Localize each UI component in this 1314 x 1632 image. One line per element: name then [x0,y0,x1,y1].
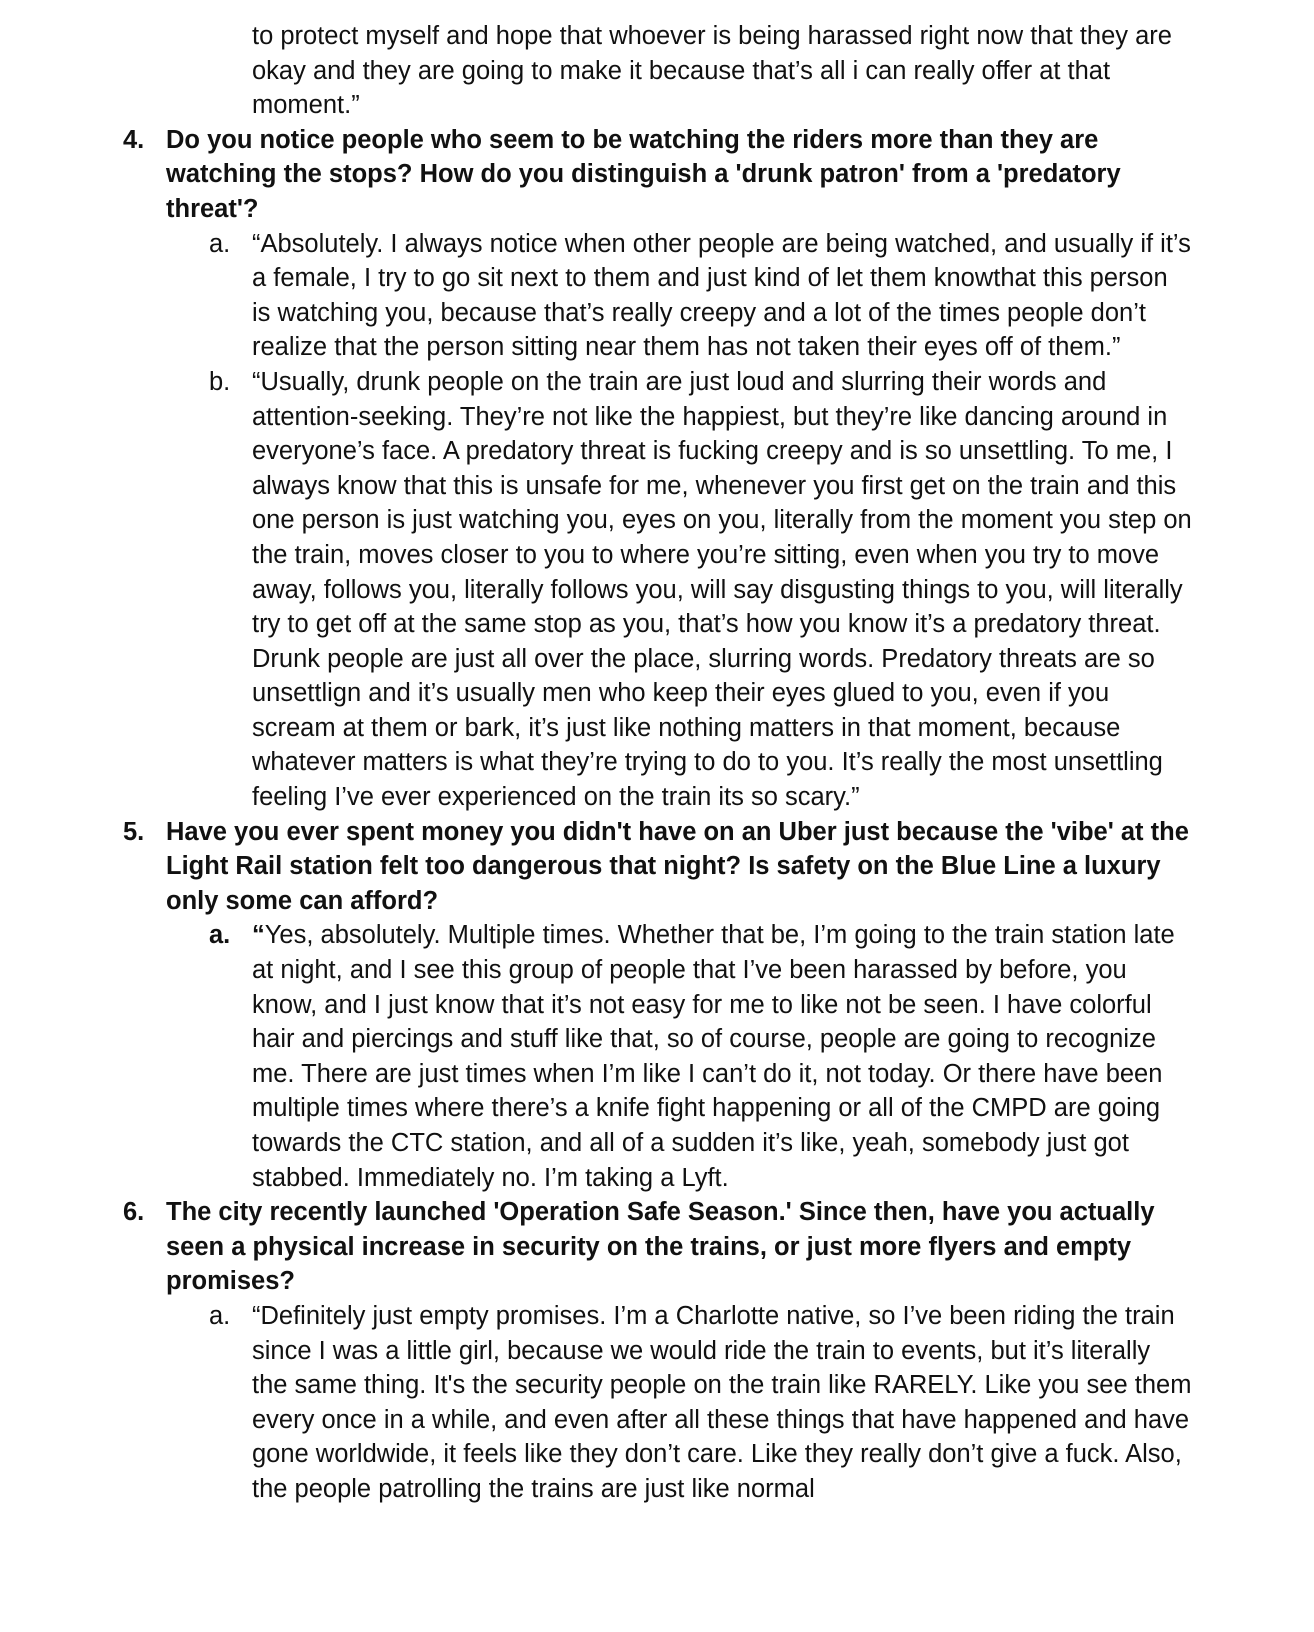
answer-text: “Definitely just empty promises. I’m a Charlotte native, so I’ve been riding the train since I was a little girl, because we would ride the train to events, but it’s literally the same thing. It's the security people on the train like RARELY. Like you see them every once in a while, and even after all these things that have happened and have gone worldwide, it feels like they don’t care. Like they really don’t give a fuck. Also, the people patrolling the trains are just like normal [252,1301,1192,1503]
answer-text: “Absolutely. I always notice when other people are being watched, and usually if it’s a female, I try to go sit next to them and just kind of let them knowthat this person is watching you, because that’s really creepy and a lot of the times people don’t realize that the person sitting near them has not taken their eyes off of them.” [252,229,1191,362]
answer-5a [209,918,1192,1195]
answer-continuation: to protect myself and hope that whoever is being harassed right now that they are okay and they are going to make it because that’s all i can really offer at that moment.” [252,22,1172,120]
document-page [0,19,1314,1507]
question-text: Have you ever spent money you didn't have on an Uber just because the 'vibe' at the Light Rail station felt too dangerous that night? Is safety on the Blue Line a luxury only some can afford? [166,817,1189,915]
answer-6a [209,1299,1192,1507]
question-number: 5. [123,817,145,846]
answer-text: “Usually, drunk people on the train are just loud and slurring their words and attention-seeking. They’re not like the happiest, but they’re like dancing around in everyone’s face. A predatory threat is fucking creepy and is so unsettling. To me, I always know that this is unsafe for me, whenever you first get on the train and this one person is just watching you, eyes on you, literally from the moment you step on the train, moves closer to you to where you’re sitting, even when you try to move away, follows you, literally follows you, will say disgusting things to you, will literally try to get off at the same stop as you, that’s how you know it’s a predatory threat. Drunk people are just all over the place, slurring words. Predatory threats are so unsettlign and it’s usually men who keep their eyes glued to you, even if you scream at them or bark, it’s just like nothing matters in that moment, because whatever matters is what they’re trying to do to you. It’s really the most unsettling feeling I’ve ever experienced on the train its so scary.” [252,367,1192,812]
answer-text: Yes, absolutely. Multiple times. Whether that be, I’m going to the train station late at night, and I see this group of people that I’ve been harassed by before, you know, and I just know that it’s not easy for me to like not be seen. I have colorful hair and piercings and stuff like that, so of course, people are going to recognize me. There are just times when I’m like I can’t do it, not today. Or there have been multiple times where there’s a knife fight happening or all of the CMPD are going towards the CTC station, and all of a sudden it’s like, yeah, somebody just got stabbed. Immediately no. I’m taking a Lyft. [252,921,1175,1192]
question-6 [123,1195,1196,1299]
question-4 [123,123,1196,227]
question-text: Do you notice people who seem to be watching the riders more than they are watching the stops? How do you distinguish a 'drunk patron' from a 'predatory threat'? [166,125,1121,223]
opening-quote: “ [252,921,265,950]
answer-label: a. [209,1301,231,1330]
answer-4a [209,227,1192,365]
question-5 [123,815,1196,919]
answer-label: a. [209,921,231,950]
question-number: 4. [123,125,145,154]
question-text: The city recently launched 'Operation Safe Season.' Since then, have you actually seen a physical increase in security on the trains, or just more flyers and empty promises? [166,1198,1155,1296]
question-number: 6. [123,1198,145,1227]
answer-4b [209,365,1192,815]
answer-label: a. [209,229,231,258]
answer-label: b. [209,367,231,396]
